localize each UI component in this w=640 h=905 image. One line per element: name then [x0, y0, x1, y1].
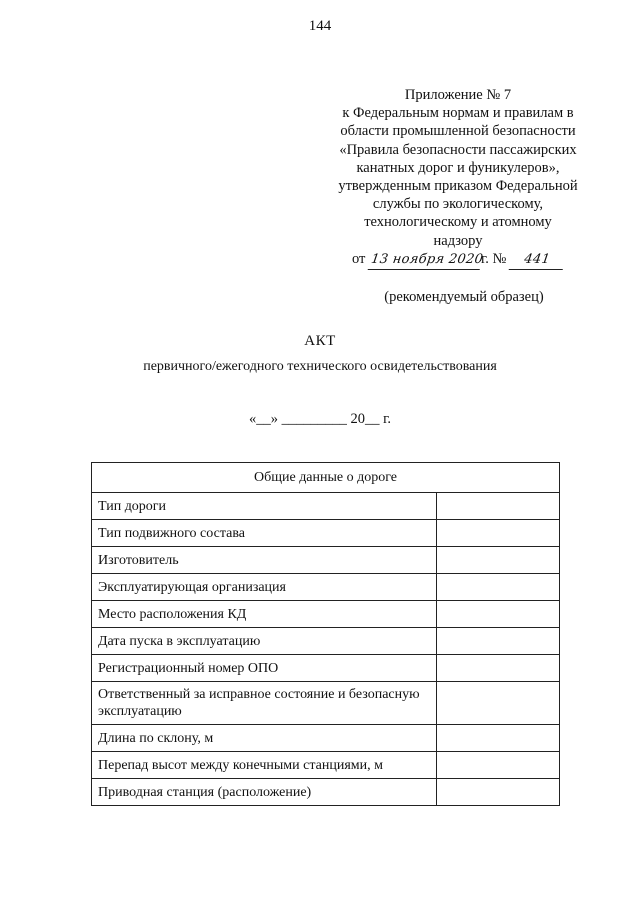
table-row: [92, 682, 560, 725]
row-value-cell[interactable]: [437, 601, 560, 628]
page-number: 144: [308, 18, 332, 34]
table-row: [92, 601, 560, 628]
row-value-cell[interactable]: [437, 574, 560, 601]
approval-number-label: г. №: [481, 250, 507, 267]
table-row: [92, 493, 560, 520]
row-value-cell[interactable]: [437, 520, 560, 547]
table-row: [92, 520, 560, 547]
table-row: [92, 752, 560, 779]
approval-line: [318, 250, 598, 270]
row-value-cell[interactable]: [437, 682, 560, 725]
approval-from-label: от: [351, 250, 366, 267]
appendix-line: «Правила безопасности пассажирских: [339, 141, 577, 158]
table-header: Общие данные о дороге: [92, 463, 560, 493]
appendix-line: технологическому и атомному: [364, 214, 552, 231]
row-value-cell[interactable]: [437, 779, 560, 806]
row-label: Приводная станция (расположение): [92, 779, 437, 806]
date-template: «__» _________ 20__ г.: [248, 411, 392, 427]
row-label: Длина по склону, м: [92, 725, 437, 752]
row-label: Ответственный за исправное состояние и безопасную эксплуатацию: [92, 682, 437, 725]
row-label: Тип дороги: [92, 493, 437, 520]
table-row: [92, 574, 560, 601]
row-value-cell[interactable]: [437, 547, 560, 574]
road-data-table: [91, 462, 560, 806]
appendix-line: к Федеральным нормам и правилам в: [342, 105, 574, 122]
row-label: Изготовитель: [92, 547, 437, 574]
table-row: [92, 655, 560, 682]
row-value-cell[interactable]: [437, 493, 560, 520]
row-label: Эксплуатирующая организация: [92, 574, 437, 601]
row-value-cell[interactable]: [437, 752, 560, 779]
row-value-cell[interactable]: [437, 655, 560, 682]
row-label: Место расположения КД: [92, 601, 437, 628]
appendix-line: канатных дорог и фуникулеров»,: [356, 159, 560, 176]
row-label: Тип подвижного состава: [92, 520, 437, 547]
appendix-line: Приложение № 7: [404, 87, 512, 103]
appendix-block: [318, 86, 598, 270]
row-label: Регистрационный номер ОПО: [92, 655, 437, 682]
row-label: Перепад высот между конечными станциями, м: [92, 752, 437, 779]
handwritten-number: 441: [509, 251, 566, 270]
appendix-line: надзору: [433, 232, 483, 249]
row-value-cell[interactable]: [437, 725, 560, 752]
recommended-sample-note: (рекомендуемый образец): [384, 289, 544, 305]
appendix-line: утвержденным приказом Федеральной: [338, 178, 578, 195]
appendix-line: службы по экологическому,: [372, 196, 544, 213]
document-subtitle: первичного/ежегодного технического освидетельствования: [143, 359, 497, 374]
table-row: [92, 628, 560, 655]
handwritten-date: 13 ноября 2020: [368, 251, 483, 270]
table-row: [92, 725, 560, 752]
appendix-line: области промышленной безопасности: [340, 123, 576, 140]
table-row: [92, 779, 560, 806]
row-label: Дата пуска в эксплуатацию: [92, 628, 437, 655]
row-value-cell[interactable]: [437, 628, 560, 655]
document-title: АКТ: [304, 333, 336, 349]
table-row: [92, 547, 560, 574]
